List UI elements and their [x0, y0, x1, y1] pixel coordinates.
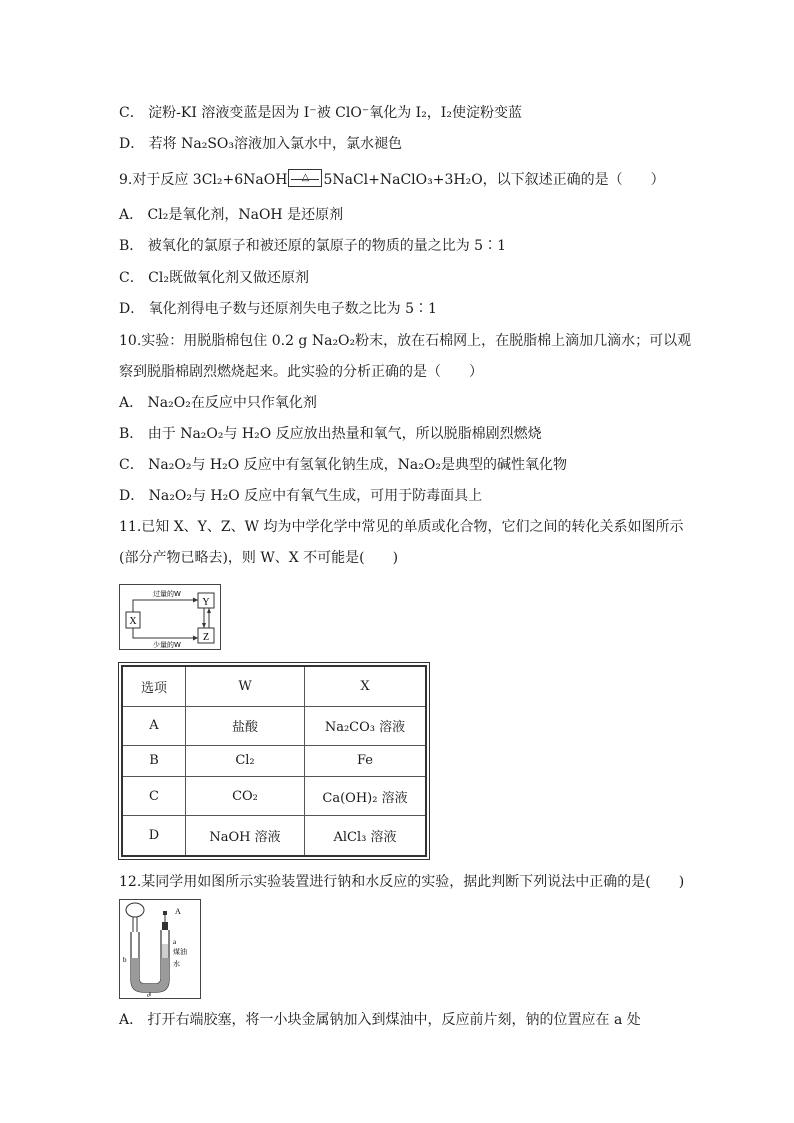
q10-option-c: C． Na₂O₂与 H₂O 反应中有氢氧化钠生成，Na₂O₂是典型的碱性氧化物	[119, 457, 567, 473]
q8-option-d: D． 若将 Na₂SO₃溶液加入氯水中，氯水褪色	[119, 136, 403, 152]
label-kerosene: 煤油	[173, 948, 187, 956]
table-cell: Na₂CO₃ 溶液	[305, 706, 427, 745]
node-z: Z	[202, 632, 210, 643]
q10-stem-line1: 10.实验：用脱脂棉包住 0.2 g Na₂O₂粉末，放在石棉网上，在脱脂棉上滴加几滴水；可以观	[119, 333, 692, 349]
table-row	[122, 777, 426, 816]
table-cell: AlCl₃ 溶液	[305, 816, 427, 856]
q10-option-b: B． 由于 Na₂O₂与 H₂O 反应放出热量和氧气，所以脱脂棉剧烈燃烧	[119, 426, 542, 442]
q11-stem-line1: 11.已知 X、Y、Z、W 均为中学化学中常见的单质或化合物，它们之间的转化关系如图所示	[119, 519, 684, 535]
table-cell: Fe	[305, 745, 427, 776]
label-excess-w: 过量的W	[153, 590, 181, 598]
q9-stem-left: 9.对于反应 3Cl₂+6NaOH	[119, 172, 288, 188]
q10-option-d: D． Na₂O₂与 H₂O 反应中有氧气生成，可用于防毒面具上	[119, 488, 483, 504]
table-header-row	[122, 666, 426, 706]
label-water: 水	[173, 960, 180, 968]
q10-option-a: A． Na₂O₂在反应中只作氧化剂	[119, 395, 317, 411]
table-header-cell: W	[186, 666, 305, 706]
q10-stem-line2: 察到脱脂棉剧烈燃烧起来。此实验的分析正确的是（ ）	[119, 364, 483, 380]
conversion-diagram-svg	[120, 585, 220, 649]
label-b: b	[123, 956, 127, 964]
table-cell: B	[122, 745, 186, 776]
table-cell: CO₂	[186, 777, 305, 816]
q9-stem-right: 5NaCl+NaClO₃+3H₂O，以下叙述正确的是（ ）	[323, 172, 665, 188]
table-cell: Ca(OH)₂ 溶液	[305, 777, 427, 816]
node-x: X	[129, 616, 137, 627]
q12-stem: 12.某同学用如图所示实验装置进行钠和水反应的实验，据此判断下列说法中正确的是( )	[119, 874, 685, 890]
table-row	[122, 706, 426, 745]
label-a: a	[173, 938, 177, 946]
table-cell: Cl₂	[186, 745, 305, 776]
table-row	[122, 816, 426, 856]
conversion-diagram	[119, 584, 221, 650]
q8-option-c: C． 淀粉-KI 溶液变蓝是因为 I⁻被 ClO⁻氧化为 I₂，I₂使淀粉变蓝	[119, 105, 522, 121]
q9-option-c: C． Cl₂既做氧化剂又做还原剂	[119, 270, 309, 286]
table-header-cell: 选项	[122, 666, 186, 706]
q9-option-b: B． 被氧化的氯原子和被还原的氯原子的物质的量之比为 5∶1	[119, 238, 507, 254]
table-row	[122, 745, 426, 776]
reaction-condition-box	[288, 169, 322, 187]
table-cell: NaOH 溶液	[186, 816, 305, 856]
q11-stem-line2: (部分产物已略去)，则 W、X 不可能是( )	[119, 550, 399, 566]
heat-symbol: △	[301, 172, 310, 183]
options-table	[121, 665, 427, 857]
q12-option-a: A． 打开右端胶塞，将一小块金属钠加入到煤油中，反应前片刻，钠的位置应在 a 处	[119, 1012, 641, 1028]
table-cell: D	[122, 816, 186, 856]
table-cell: C	[122, 777, 186, 816]
q9-option-a: A． Cl₂是氧化剂，NaOH 是还原剂	[119, 207, 344, 223]
table-cell: 盐酸	[186, 706, 305, 745]
apparatus-svg	[120, 900, 200, 998]
q9-stem	[119, 169, 665, 190]
table-header-cell: X	[305, 666, 427, 706]
table-cell: A	[122, 706, 186, 745]
node-y: Y	[202, 597, 210, 608]
label-c: c	[147, 993, 150, 998]
label-a-upper: A	[175, 907, 181, 916]
apparatus-figure	[119, 899, 201, 999]
label-little-w: 少量的W	[153, 641, 181, 649]
q9-option-d: D． 氧化剂得电子数与还原剂失电子数之比为 5∶1	[119, 301, 437, 317]
